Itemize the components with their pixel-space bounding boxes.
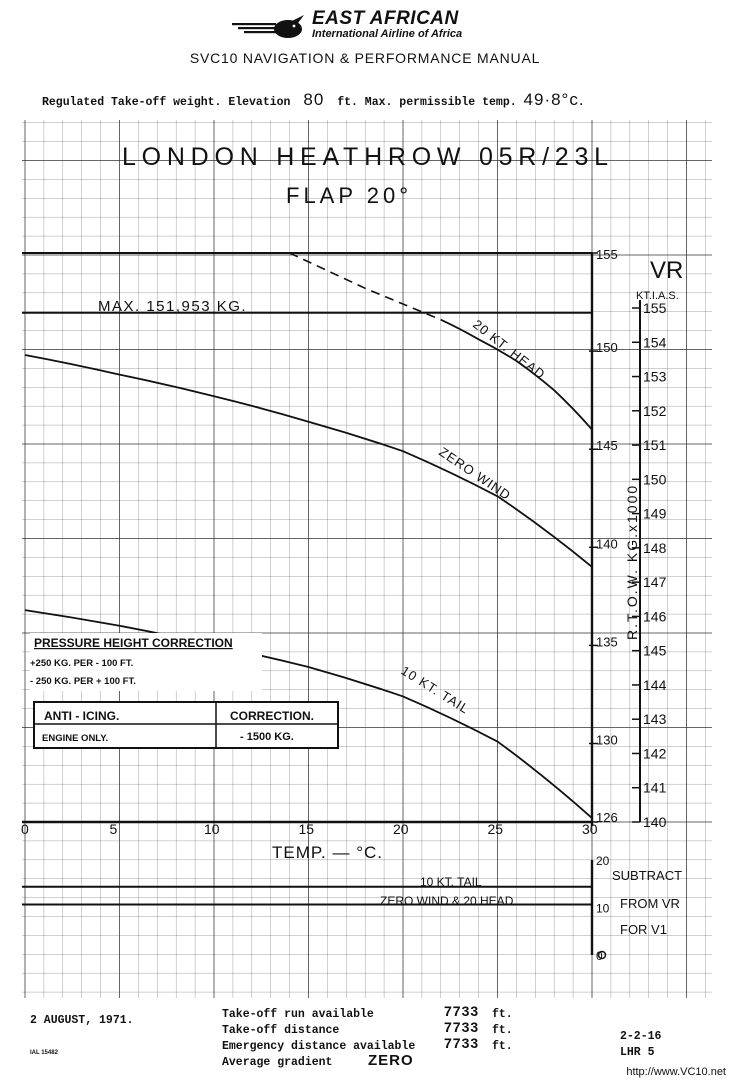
takeoff-run-unit: ft. — [492, 1008, 513, 1021]
vr-tick-label: 155 — [643, 300, 667, 316]
watermark: http://www.VC10.net — [626, 1066, 726, 1078]
vr-tick-label: 145 — [643, 642, 667, 659]
correction-tick-label: 20 — [596, 854, 610, 868]
x-tick-label: 15 — [298, 821, 315, 837]
vr-tick-label: 140 — [643, 814, 667, 830]
form-code: IAL 15482 — [30, 1050, 58, 1056]
y-tick-label: 135 — [596, 634, 618, 650]
y-tick-label: 126 — [596, 810, 618, 825]
vr-tick-label: 142 — [643, 745, 667, 762]
anti-icing-header: ANTI - ICING. — [44, 709, 120, 723]
corr-tail-label: 10 KT. TAIL — [420, 875, 482, 889]
issue-date: 2 AUGUST, 1971. — [30, 1014, 134, 1027]
average-gradient-label: Average gradient — [222, 1056, 333, 1069]
series-label: 20 KT. HEAD — [470, 316, 549, 383]
average-gradient-value: ZERO — [368, 1052, 414, 1069]
x-tick-label: 10 — [204, 821, 220, 837]
y-axis-label: R.T.O.W. KG.x1000 — [624, 483, 640, 640]
emergency-distance-unit: ft. — [492, 1040, 513, 1053]
engine-only-value: - 1500 KG. — [240, 731, 294, 743]
vr-tick-label: 152 — [643, 402, 667, 419]
subtract-label-3: FOR V1 — [620, 922, 667, 937]
x-tick-label: 5 — [109, 821, 118, 837]
subtract-label-1: SUBTRACT — [612, 868, 683, 883]
takeoff-run-label: Take-off run available — [222, 1008, 374, 1021]
vr-tick-label: 153 — [643, 368, 667, 385]
pressure-correction-title: PRESSURE HEIGHT CORRECTION — [34, 636, 233, 650]
corr-zero-label: ZERO WIND & 20 HEAD — [380, 894, 514, 908]
takeoff-distance-value: 7733 — [444, 1019, 480, 1035]
correction-tick-label: 10 — [596, 901, 610, 916]
x-tick-label: 0 — [21, 821, 29, 837]
emergency-distance-value: 7733 — [444, 1035, 480, 1051]
vr-tick-label: 141 — [643, 779, 667, 796]
max-temp-value: 49·8°c. — [523, 90, 585, 109]
series-label: ZERO WIND — [436, 444, 514, 504]
page-reference: 2-2-16 — [620, 1030, 662, 1043]
correction-tick-label: 0 — [596, 949, 603, 963]
reg-prefix: Regulated Take-off weight. Elevation — [42, 96, 291, 109]
vr-tick-label: 149 — [643, 505, 667, 522]
y-tick-label: 130 — [596, 732, 618, 748]
y-tick-label: 155 — [596, 247, 618, 262]
vr-tick-label: 150 — [643, 471, 667, 488]
correction-header: CORRECTION. — [230, 709, 314, 723]
vr-tick-label: 146 — [643, 608, 667, 625]
pressure-correction-line1: +250 KG. PER - 100 FT. — [30, 658, 134, 669]
chart-subtitle: FLAP 20° — [286, 183, 413, 208]
x-tick-label: 25 — [487, 821, 504, 837]
vr-tick-label: 144 — [643, 676, 667, 693]
engine-only-label: ENGINE ONLY. — [42, 733, 109, 744]
manual-title: SVC10 NAVIGATION & PERFORMANCE MANUAL — [189, 50, 541, 66]
x-tick-label: 30 — [582, 821, 598, 837]
vr-tick-label: 143 — [643, 711, 667, 728]
x-tick-label: 20 — [393, 821, 409, 837]
chart-title: LONDON HEATHROW 05R/23L — [122, 143, 612, 171]
max-weight-label: MAX. 151,953 KG. — [98, 298, 248, 315]
takeoff-distance-unit: ft. — [492, 1024, 513, 1037]
vr-tick-label: 148 — [643, 539, 667, 556]
emergency-distance-label: Emergency distance available — [222, 1040, 416, 1053]
takeoff-distance-label: Take-off distance — [222, 1024, 340, 1037]
takeoff-run-value: 7733 — [444, 1003, 480, 1019]
pressure-correction-line2: - 250 KG. PER + 100 FT. — [30, 676, 136, 687]
airline-subtitle: International Airline of Africa — [312, 28, 463, 40]
airline-name: EAST AFRICAN — [312, 8, 459, 29]
vr-label: VR — [650, 257, 684, 284]
vr-tick-label: 147 — [643, 574, 667, 591]
y-tick-label: 150 — [596, 340, 618, 356]
elevation-value: 80 — [303, 90, 325, 109]
vr-tick-label: 154 — [643, 334, 667, 351]
page-id: LHR 5 — [620, 1046, 655, 1059]
subtract-label-2: FROM VR — [620, 896, 680, 911]
x-axis-label: TEMP. — °C. — [272, 843, 383, 862]
series-label: 10 KT. TAIL — [398, 662, 473, 717]
reg-mid: ft. Max. permissible temp. — [337, 96, 517, 109]
y-tick-label: 140 — [596, 536, 618, 552]
vr-tick-label: 151 — [643, 437, 667, 454]
vr-unit: KT.I.A.S. — [636, 290, 679, 302]
y-tick-label: 145 — [596, 438, 618, 454]
